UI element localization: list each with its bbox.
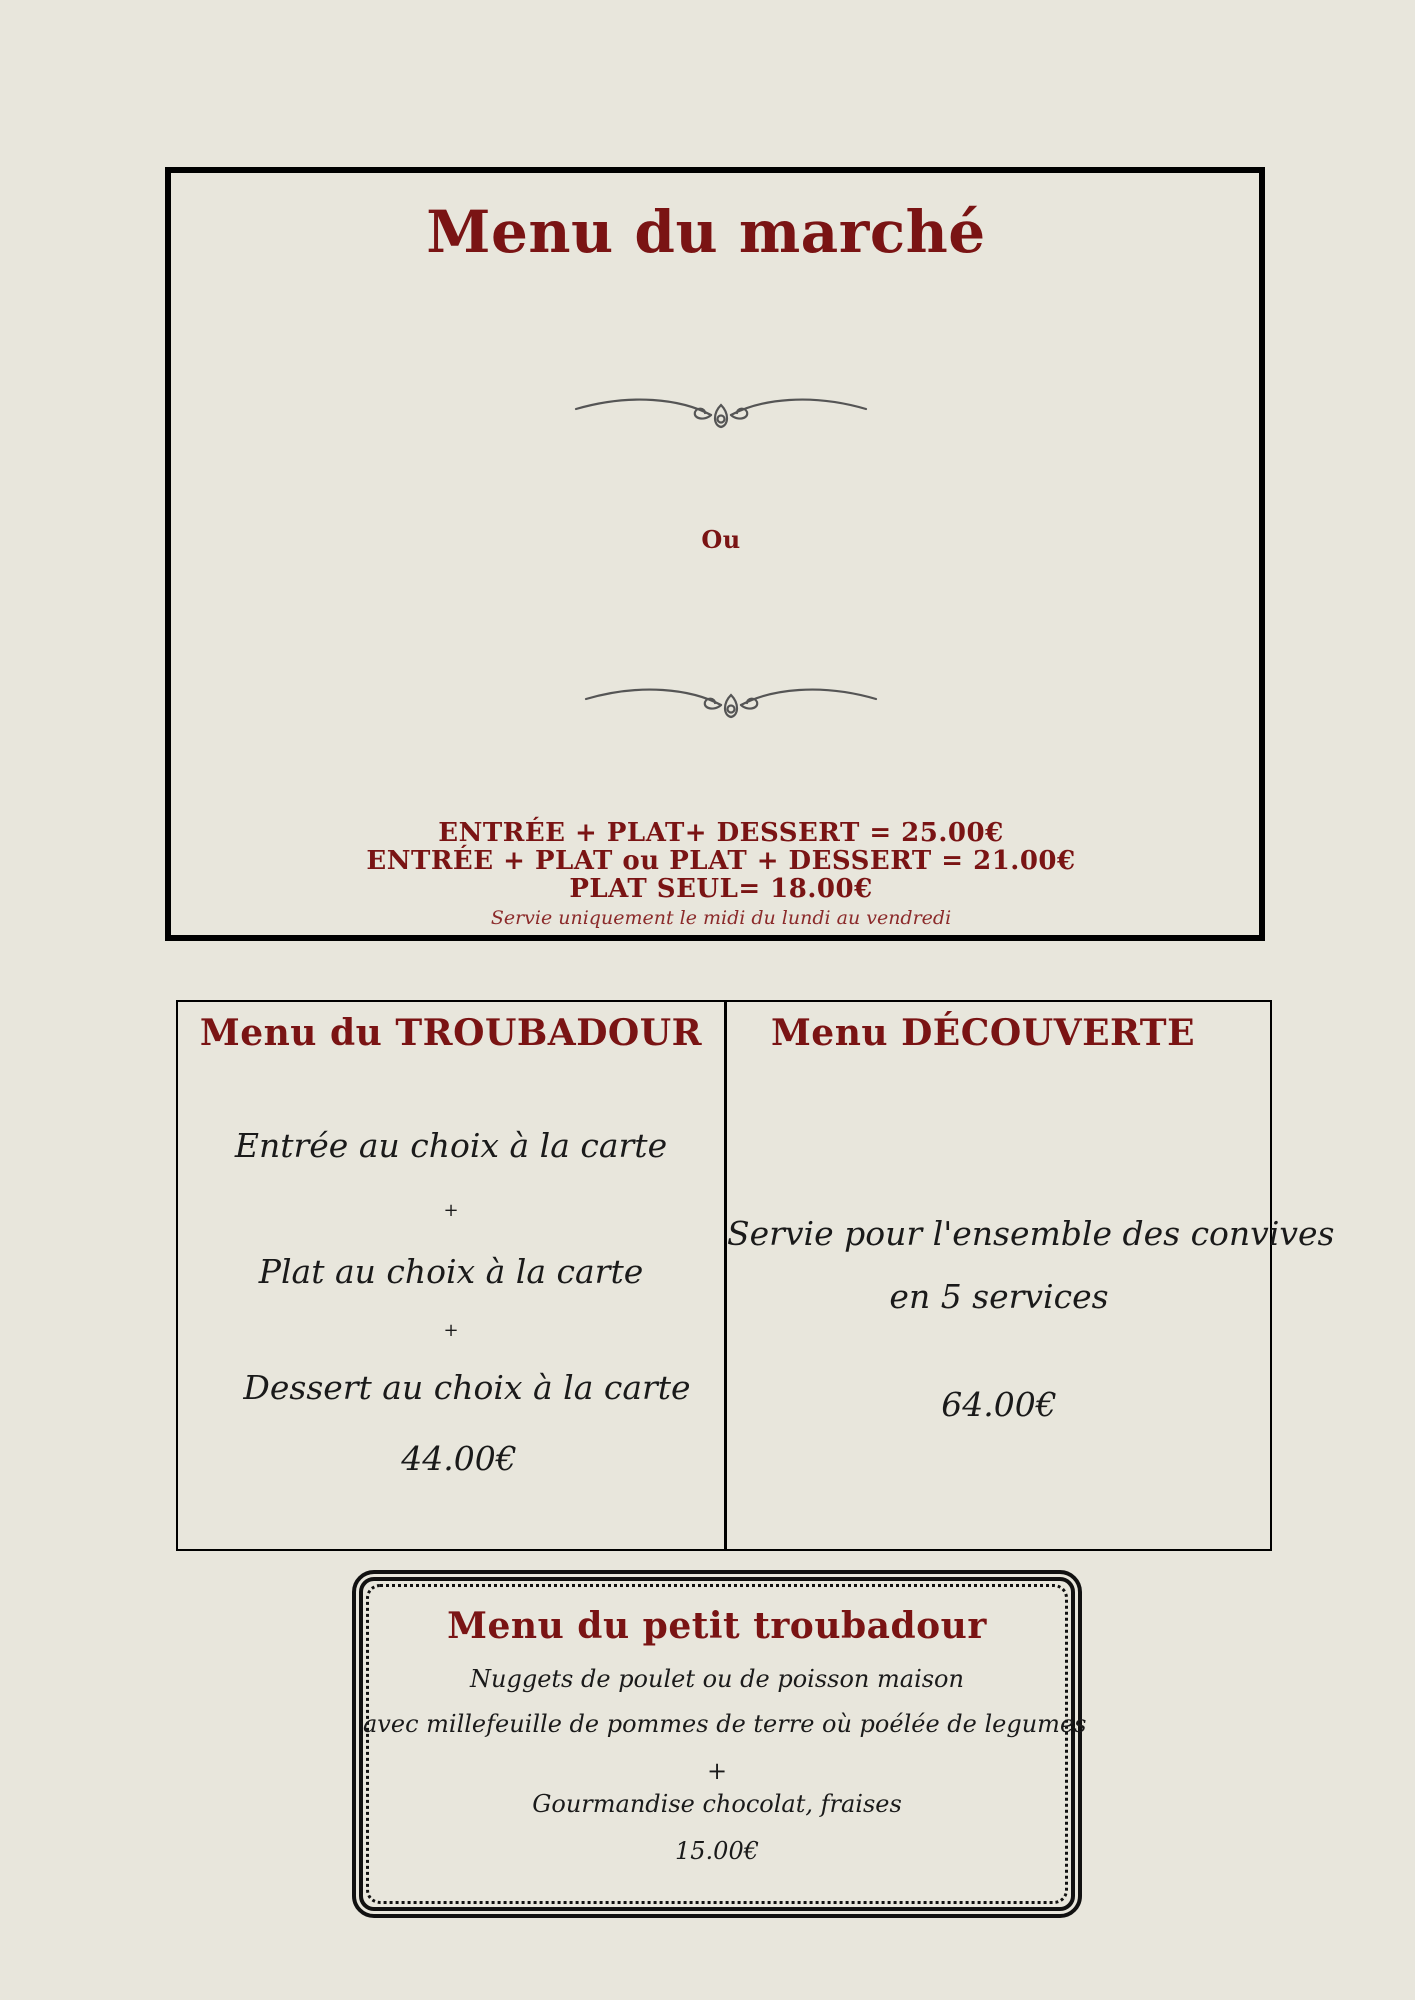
flourish-divider-icon xyxy=(571,395,871,435)
flourish-divider-icon xyxy=(581,685,881,725)
price-line-single: PLAT SEUL= 18.00€ xyxy=(569,874,873,904)
decouverte-description-line: en 5 services xyxy=(889,1277,1109,1316)
price-list xyxy=(171,819,1271,933)
kids-side-line: avec millefeuille de pommes de terre où poélée de legumes xyxy=(363,1710,1087,1738)
main-line: Plat au choix à la carte xyxy=(258,1252,644,1291)
two-menu-box xyxy=(176,1000,1335,1551)
menu-marche-box xyxy=(165,167,1265,941)
menu-troubadour-price: 44.00€ xyxy=(401,1439,517,1478)
plus-sign: + xyxy=(443,1320,459,1341)
price-line-full: ENTRÉE + PLAT+ DESSERT = 25.00€ xyxy=(438,818,1004,848)
kids-dessert-line: Gourmandise chocolat, fraises xyxy=(532,1790,902,1818)
menu-decouverte-column xyxy=(727,1002,1335,1549)
menu-troubadour-title: Menu du TROUBADOUR xyxy=(199,1012,703,1054)
plus-sign: + xyxy=(443,1200,459,1221)
service-note: Servie uniquement le midi du lundi au vendredi xyxy=(490,907,952,929)
plus-sign: + xyxy=(706,1757,728,1785)
decouverte-description-line: Servie pour l'ensemble des convives xyxy=(727,1214,1335,1253)
or-label: Ou xyxy=(701,525,741,554)
price-line-two-courses: ENTRÉE + PLAT ou PLAT + DESSERT = 21.00€ xyxy=(366,846,1076,876)
menu-troubadour-column xyxy=(178,1002,724,1549)
menu-petit-troubadour-box xyxy=(352,1570,1087,1918)
menu-decouverte-price: 64.00€ xyxy=(941,1385,1057,1424)
starter-line: Entrée au choix à la carte xyxy=(234,1126,668,1165)
menu-decouverte-title: Menu DÉCOUVERTE xyxy=(770,1012,1196,1054)
menu-petit-troubadour-title: Menu du petit troubadour xyxy=(447,1605,987,1647)
dessert-line: Dessert au choix à la carte xyxy=(243,1368,691,1407)
menu-marche-title: Menu du marché xyxy=(426,198,986,266)
kids-main-line: Nuggets de poulet ou de poisson maison xyxy=(470,1665,964,1693)
menu-petit-troubadour-price: 15.00€ xyxy=(675,1837,759,1865)
